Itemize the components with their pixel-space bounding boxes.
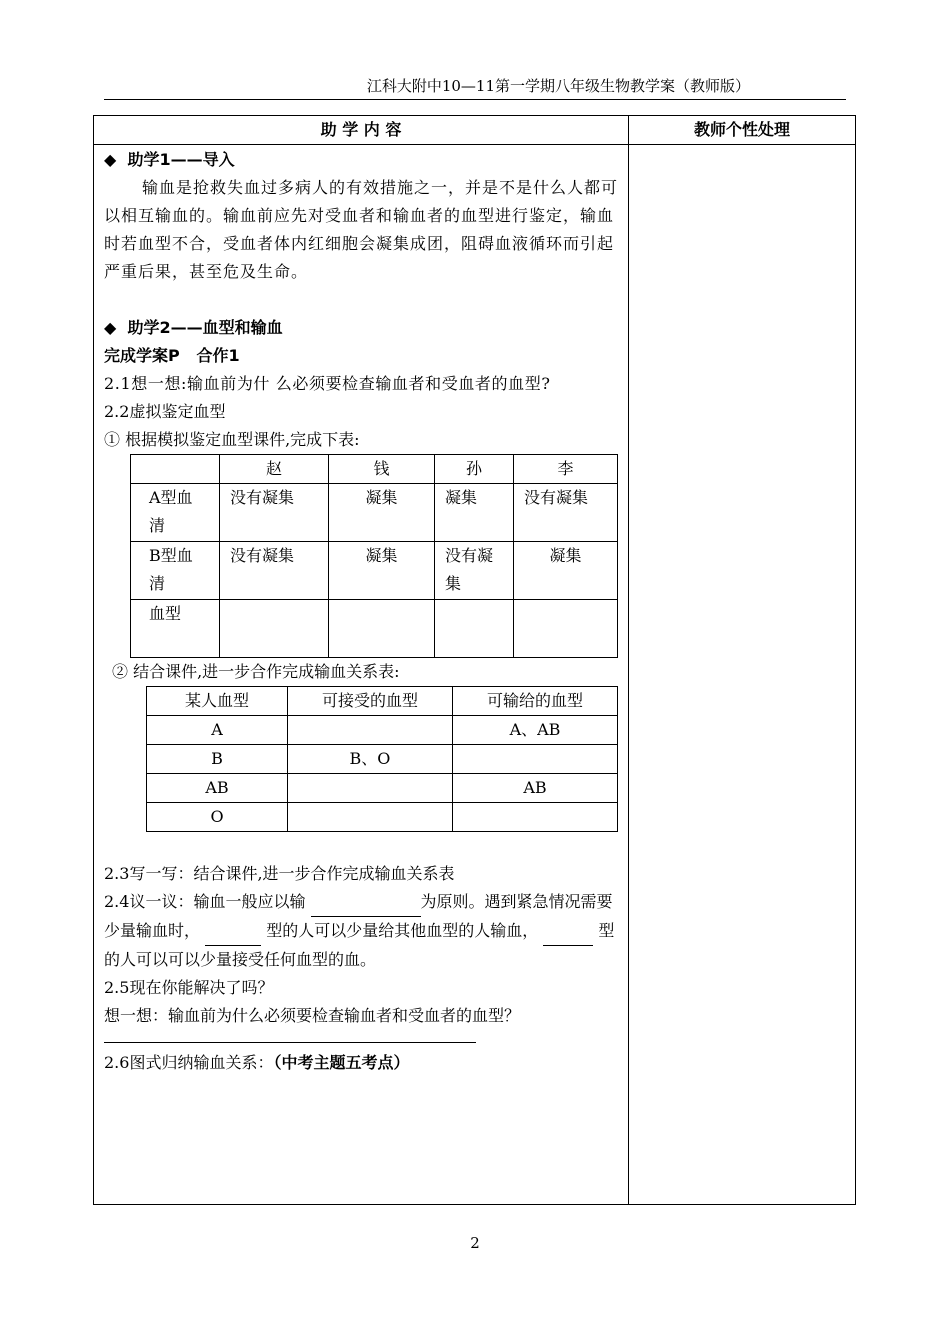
table-header: 孙	[435, 455, 514, 484]
table-header: 可输给的血型	[453, 687, 618, 716]
table-cell[interactable]	[514, 600, 618, 658]
table-row	[131, 484, 618, 542]
table-cell: 凝集	[329, 484, 435, 542]
diamond-bullet-icon: ◆	[104, 318, 117, 337]
row-label: A型血清	[131, 484, 220, 542]
instruction-1: ① 根据模拟鉴定血型课件,完成下表:	[104, 430, 360, 449]
section2-title: 助学2——血型和输血	[127, 318, 283, 337]
table-header: 钱	[329, 455, 435, 484]
fill-blank-2[interactable]	[205, 917, 261, 946]
question-2-4-text: 型的人可以少量给其他血型的人输血，	[266, 921, 539, 940]
table-header: 李	[514, 455, 618, 484]
table-cell: 凝集	[514, 542, 618, 600]
table-cell	[131, 455, 220, 484]
question-2-4-text: 型的人可以可以少量接受任何血型的血。	[104, 921, 615, 969]
page-header-text: 江科大附中10—11第一学期八年级生物教学案（教师版）	[366, 77, 750, 95]
table-cell: O	[147, 803, 288, 832]
table-cell: A	[147, 716, 288, 745]
question-2-5: 2.5现在你能解决了吗？	[104, 978, 274, 997]
question-2-3: 2.3写一写：结合课件,进一步合作完成输血关系表	[104, 864, 455, 883]
lesson-table	[93, 115, 856, 1205]
table-row	[131, 600, 618, 658]
column-divider	[628, 116, 629, 1204]
question-2-4-text: 为原则。遇到紧急情况需要少量输血时，	[104, 892, 613, 940]
fill-blank-1[interactable]	[311, 888, 421, 917]
section2-heading	[104, 314, 620, 342]
table-cell: B、O	[288, 745, 453, 774]
header-divider	[94, 144, 855, 145]
table-row	[147, 774, 618, 803]
question-2-6	[104, 1049, 620, 1077]
table-cell: 没有凝集	[435, 542, 514, 600]
instruction-2: ② 结合课件,进一步合作完成输血关系表:	[112, 662, 400, 681]
content-column	[104, 146, 620, 1077]
question-2-6-note: （中考主题五考点）	[273, 1053, 410, 1072]
section1-heading	[104, 146, 620, 174]
table-cell: 凝集	[329, 542, 435, 600]
section1-paragraph: 输血是抢救失血过多病人的有效措施之一，并是不是什么人都可以相互输血的。输血前应先对受血者和输血者的血型进行鉴定，输血时若血型不合，受血者体内红细胞会凝集成团，阻碍血液循环而引起严重后果，甚至危及生命。	[104, 178, 619, 281]
column-header-content: 助 学 内 容	[320, 120, 402, 139]
table-cell[interactable]	[435, 600, 514, 658]
table-header: 某人血型	[147, 687, 288, 716]
table-cell[interactable]	[453, 803, 618, 832]
table-cell[interactable]	[220, 600, 329, 658]
table-row	[147, 716, 618, 745]
table-cell: 没有凝集	[220, 542, 329, 600]
table-cell[interactable]	[453, 745, 618, 774]
question-2-5-prompt: 想一想：输血前为什么必须要检查输血者和受血者的血型？	[104, 1006, 521, 1025]
diamond-bullet-icon: ◆	[104, 150, 117, 169]
table-header: 可接受的血型	[288, 687, 453, 716]
table-row	[147, 803, 618, 832]
table-cell[interactable]	[329, 600, 435, 658]
question-2-6-text: 2.6图式归纳输血关系：	[104, 1053, 274, 1072]
answer-line[interactable]	[104, 1034, 476, 1043]
table-row	[147, 745, 618, 774]
row-label: 血型	[131, 600, 220, 658]
table-header: 赵	[220, 455, 329, 484]
table-cell: 没有凝集	[220, 484, 329, 542]
table-cell: B	[147, 745, 288, 774]
row-label: B型血清	[131, 542, 220, 600]
page-header	[104, 76, 846, 100]
table-cell: 没有凝集	[514, 484, 618, 542]
question-2-4-text: 2.4议一议：输血一般应以输	[104, 892, 306, 911]
table-cell: 凝集	[435, 484, 514, 542]
question-2-4	[104, 888, 620, 974]
table-cell: AB	[453, 774, 618, 803]
table-cell: AB	[147, 774, 288, 803]
blood-test-table	[130, 454, 618, 658]
transfusion-table	[146, 686, 618, 832]
question-2-2: 2.2虚拟鉴定血型	[104, 402, 226, 421]
question-2-1: 2.1想一想:输血前为什 么必须要检查输血者和受血者的血型?	[104, 374, 551, 393]
table-row	[131, 542, 618, 600]
table-cell[interactable]	[288, 803, 453, 832]
table-cell[interactable]	[288, 716, 453, 745]
column-header-teacher: 教师个性处理	[693, 120, 790, 139]
table-cell[interactable]	[288, 774, 453, 803]
table-cell: A、AB	[453, 716, 618, 745]
section2-subtitle: 完成学案P 合作1	[104, 346, 240, 365]
section1-title: 助学1——导入	[127, 150, 235, 169]
fill-blank-3[interactable]	[543, 917, 593, 946]
page-number: 2	[470, 1234, 480, 1252]
